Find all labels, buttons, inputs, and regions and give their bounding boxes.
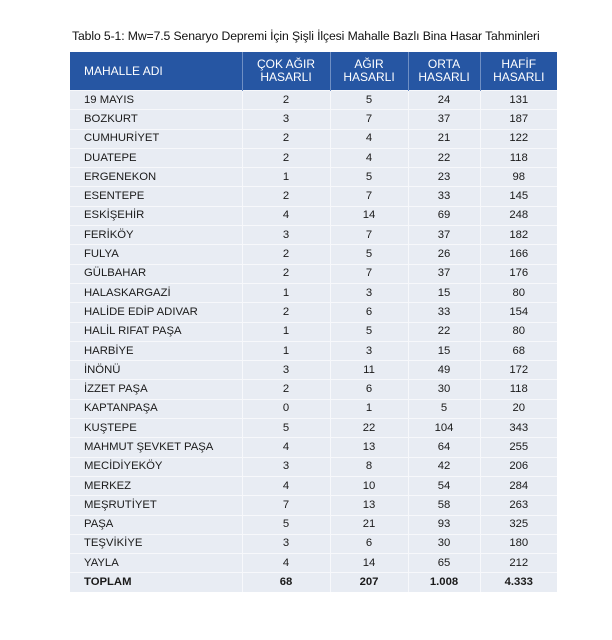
cell-agir: 3	[330, 341, 408, 360]
cell-agir: 3	[330, 283, 408, 302]
cell-hafif: 145	[480, 187, 557, 206]
cell-hafif: 212	[480, 554, 557, 573]
table-row	[70, 110, 557, 129]
cell-orta: 65	[408, 554, 480, 573]
table-row	[70, 515, 557, 534]
table-row	[70, 361, 557, 380]
cell-hafif: 166	[480, 245, 557, 264]
cell-agir: 11	[330, 361, 408, 380]
cell-mahalle: FERİKÖY	[70, 226, 242, 245]
cell-orta: 24	[408, 91, 480, 110]
table-row	[70, 148, 557, 167]
cell-orta: 37	[408, 264, 480, 283]
cell-mahalle: PAŞA	[70, 515, 242, 534]
cell-agir: 1	[330, 399, 408, 418]
cell-cok-agir: 4	[242, 438, 330, 457]
cell-hafif: 263	[480, 496, 557, 515]
cell-agir: 14	[330, 554, 408, 573]
total-cell-agir: 207	[330, 573, 408, 592]
cell-mahalle: HALASKARGAZİ	[70, 283, 242, 302]
cell-cok-agir: 1	[242, 341, 330, 360]
cell-agir: 5	[330, 245, 408, 264]
cell-orta: 33	[408, 303, 480, 322]
cell-orta: 37	[408, 110, 480, 129]
cell-mahalle: KAPTANPAŞA	[70, 399, 242, 418]
table-row	[70, 129, 557, 148]
cell-orta: 49	[408, 361, 480, 380]
cell-orta: 15	[408, 341, 480, 360]
cell-mahalle: 19 MAYIS	[70, 91, 242, 110]
total-cell-mahalle: TOPLAM	[70, 573, 242, 592]
cell-orta: 22	[408, 322, 480, 341]
cell-cok-agir: 4	[242, 206, 330, 225]
table-row	[70, 187, 557, 206]
table-row	[70, 322, 557, 341]
cell-agir: 10	[330, 476, 408, 495]
cell-hafif: 248	[480, 206, 557, 225]
cell-agir: 6	[330, 380, 408, 399]
cell-cok-agir: 2	[242, 264, 330, 283]
cell-orta: 69	[408, 206, 480, 225]
cell-hafif: 80	[480, 283, 557, 302]
cell-hafif: 118	[480, 380, 557, 399]
cell-mahalle: CUMHURİYET	[70, 129, 242, 148]
cell-mahalle: ERGENEKON	[70, 168, 242, 187]
header-cok-agir-hasarli: ÇOK AĞIR HASARLI	[242, 52, 330, 91]
cell-cok-agir: 2	[242, 303, 330, 322]
cell-hafif: 176	[480, 264, 557, 283]
table-row	[70, 457, 557, 476]
cell-mahalle: HARBİYE	[70, 341, 242, 360]
cell-agir: 13	[330, 438, 408, 457]
cell-orta: 21	[408, 129, 480, 148]
cell-cok-agir: 2	[242, 129, 330, 148]
header-agir-hasarli: AĞIR HASARLI	[330, 52, 408, 91]
cell-mahalle: MAHMUT ŞEVKET PAŞA	[70, 438, 242, 457]
cell-mahalle: MERKEZ	[70, 476, 242, 495]
cell-agir: 6	[330, 303, 408, 322]
cell-cok-agir: 2	[242, 148, 330, 167]
header-orta-hasarli: ORTA HASARLI	[408, 52, 480, 91]
cell-mahalle: GÜLBAHAR	[70, 264, 242, 283]
table-row	[70, 380, 557, 399]
cell-agir: 8	[330, 457, 408, 476]
cell-orta: 93	[408, 515, 480, 534]
cell-mahalle: İNÖNÜ	[70, 361, 242, 380]
table-row	[70, 168, 557, 187]
table-row	[70, 341, 557, 360]
cell-mahalle: MECİDİYEKÖY	[70, 457, 242, 476]
table-row	[70, 283, 557, 302]
cell-cok-agir: 1	[242, 322, 330, 341]
damage-estimate-table	[70, 52, 557, 592]
cell-agir: 22	[330, 419, 408, 438]
cell-hafif: 98	[480, 168, 557, 187]
cell-agir: 6	[330, 534, 408, 553]
cell-hafif: 118	[480, 148, 557, 167]
cell-hafif: 206	[480, 457, 557, 476]
cell-cok-agir: 1	[242, 283, 330, 302]
table-row	[70, 206, 557, 225]
cell-mahalle: ESKİŞEHİR	[70, 206, 242, 225]
cell-orta: 30	[408, 534, 480, 553]
cell-hafif: 20	[480, 399, 557, 418]
table-row	[70, 534, 557, 553]
cell-agir: 14	[330, 206, 408, 225]
cell-mahalle: HALİDE EDİP ADIVAR	[70, 303, 242, 322]
cell-mahalle: KUŞTEPE	[70, 419, 242, 438]
table-row	[70, 438, 557, 457]
cell-cok-agir: 4	[242, 554, 330, 573]
cell-cok-agir: 2	[242, 91, 330, 110]
table-row	[70, 91, 557, 110]
cell-orta: 42	[408, 457, 480, 476]
cell-orta: 58	[408, 496, 480, 515]
cell-cok-agir: 1	[242, 168, 330, 187]
table-header-row	[70, 52, 557, 91]
table-row	[70, 554, 557, 573]
cell-cok-agir: 4	[242, 476, 330, 495]
table-row	[70, 264, 557, 283]
cell-mahalle: FULYA	[70, 245, 242, 264]
cell-agir: 7	[330, 264, 408, 283]
cell-hafif: 172	[480, 361, 557, 380]
total-cell-hafif: 4.333	[480, 573, 557, 592]
cell-orta: 22	[408, 148, 480, 167]
cell-agir: 7	[330, 226, 408, 245]
cell-orta: 64	[408, 438, 480, 457]
total-cell-cok-agir: 68	[242, 573, 330, 592]
cell-hafif: 131	[480, 91, 557, 110]
cell-hafif: 122	[480, 129, 557, 148]
cell-orta: 104	[408, 419, 480, 438]
cell-hafif: 180	[480, 534, 557, 553]
cell-hafif: 68	[480, 341, 557, 360]
cell-hafif: 325	[480, 515, 557, 534]
cell-agir: 5	[330, 322, 408, 341]
cell-mahalle: BOZKURT	[70, 110, 242, 129]
header-hafif-hasarli: HAFİF HASARLI	[480, 52, 557, 91]
cell-orta: 5	[408, 399, 480, 418]
table-row	[70, 476, 557, 495]
cell-mahalle: HALİL RIFAT PAŞA	[70, 322, 242, 341]
cell-orta: 54	[408, 476, 480, 495]
cell-agir: 4	[330, 148, 408, 167]
table-row	[70, 419, 557, 438]
cell-orta: 15	[408, 283, 480, 302]
cell-cok-agir: 2	[242, 380, 330, 399]
cell-agir: 4	[330, 129, 408, 148]
cell-cok-agir: 5	[242, 515, 330, 534]
cell-hafif: 284	[480, 476, 557, 495]
cell-cok-agir: 3	[242, 534, 330, 553]
cell-mahalle: YAYLA	[70, 554, 242, 573]
header-mahalle-adi: MAHALLE ADI	[70, 52, 242, 91]
cell-cok-agir: 2	[242, 245, 330, 264]
cell-cok-agir: 7	[242, 496, 330, 515]
cell-cok-agir: 3	[242, 361, 330, 380]
total-row	[70, 573, 557, 592]
cell-agir: 21	[330, 515, 408, 534]
cell-cok-agir: 2	[242, 187, 330, 206]
table-body	[70, 91, 557, 592]
cell-orta: 30	[408, 380, 480, 399]
cell-cok-agir: 3	[242, 457, 330, 476]
table-row	[70, 399, 557, 418]
cell-orta: 23	[408, 168, 480, 187]
cell-cok-agir: 5	[242, 419, 330, 438]
total-cell-orta: 1.008	[408, 573, 480, 592]
cell-agir: 5	[330, 168, 408, 187]
cell-mahalle: MEŞRUTİYET	[70, 496, 242, 515]
cell-agir: 5	[330, 91, 408, 110]
cell-orta: 33	[408, 187, 480, 206]
cell-cok-agir: 0	[242, 399, 330, 418]
cell-agir: 7	[330, 187, 408, 206]
cell-agir: 13	[330, 496, 408, 515]
table-row	[70, 226, 557, 245]
cell-mahalle: İZZET PAŞA	[70, 380, 242, 399]
cell-hafif: 187	[480, 110, 557, 129]
cell-hafif: 154	[480, 303, 557, 322]
cell-mahalle: ESENTEPE	[70, 187, 242, 206]
table-row	[70, 245, 557, 264]
cell-hafif: 182	[480, 226, 557, 245]
cell-orta: 26	[408, 245, 480, 264]
cell-hafif: 255	[480, 438, 557, 457]
table-title: Tablo 5-1: Mw=7.5 Senaryo Depremi İçin Şişli İlçesi Mahalle Bazlı Bina Hasar Tahminleri	[72, 29, 540, 43]
cell-cok-agir: 3	[242, 110, 330, 129]
cell-mahalle: TEŞVİKİYE	[70, 534, 242, 553]
cell-hafif: 80	[480, 322, 557, 341]
table-row	[70, 303, 557, 322]
cell-orta: 37	[408, 226, 480, 245]
cell-mahalle: DUATEPE	[70, 148, 242, 167]
cell-agir: 7	[330, 110, 408, 129]
cell-cok-agir: 3	[242, 226, 330, 245]
cell-hafif: 343	[480, 419, 557, 438]
table-row	[70, 496, 557, 515]
